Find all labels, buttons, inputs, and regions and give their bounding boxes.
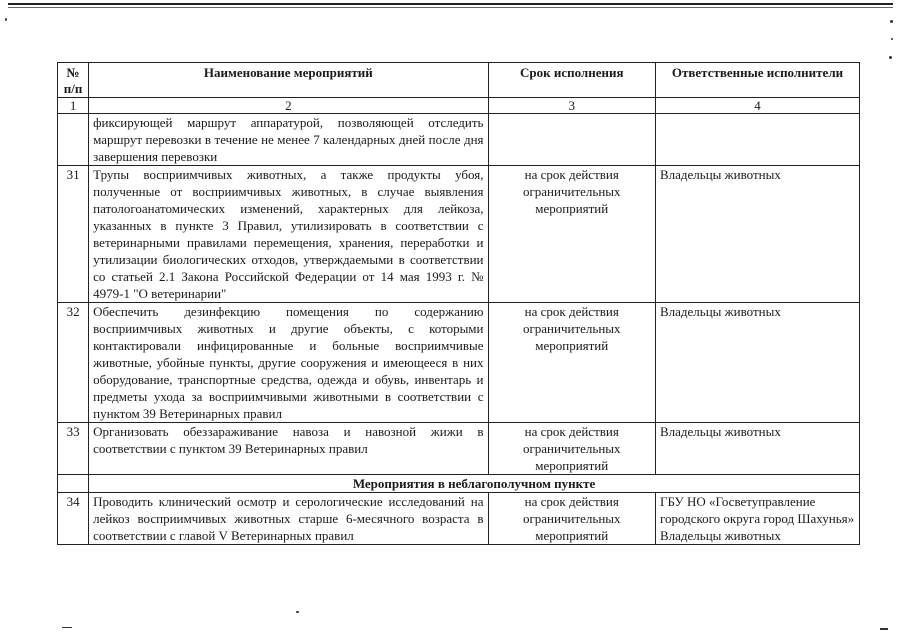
scan-speck — [891, 38, 893, 40]
scan-speck — [890, 20, 893, 23]
row-num: 32 — [58, 303, 89, 423]
section-row — [58, 475, 860, 493]
table-row — [58, 423, 860, 475]
table-row — [58, 303, 860, 423]
table-header-row — [58, 63, 860, 98]
measures-table — [57, 62, 860, 545]
row-responsible — [655, 114, 859, 166]
header-name: Наименование мероприятий — [89, 63, 488, 98]
scan-speck — [5, 18, 7, 21]
scan-speck — [62, 627, 72, 628]
row-name: Трупы восприимчивых животных, а также продукты убоя, полученные от восприимчивых животных, в случае выявления патологоанатомических изменений, характерных для лейкоза, указанных в пункте 3 Правил, утилизировать в соответствии с ветеринарными правилами перемещения, хранения, переработки и утилизации биологических отходов, утверждаемыми в соответствии со статьей 2.1 Закона Российской Федерации от 14 мая 1993 г. № 4979-1 "О ветеринарии" — [89, 166, 488, 303]
header-responsible: Ответственные исполнители — [655, 63, 859, 98]
row-num: 33 — [58, 423, 89, 475]
column-number: 3 — [488, 98, 655, 114]
header-rule-thin — [8, 7, 893, 8]
row-term: на срок действия ограничительных мероприятий — [488, 493, 655, 545]
header-num: № п/п — [58, 63, 89, 98]
row-name: Организовать обеззараживание навоза и навозной жижи в соответствии с пунктом 39 Ветеринарных правил — [89, 423, 488, 475]
scan-speck — [296, 611, 299, 613]
row-name: фиксирующей маршрут аппаратурой, позволяющей отследить маршрут перевозки в течение не менее 7 календарных дней после дня завершения перевозки — [89, 114, 488, 166]
section-title: Мероприятия в неблагополучном пункте — [89, 475, 860, 493]
row-term: на срок действия ограничительных мероприятий — [488, 423, 655, 475]
column-number: 1 — [58, 98, 89, 114]
row-num — [58, 114, 89, 166]
row-responsible: Владельцы животных — [655, 303, 859, 423]
scan-speck — [889, 56, 892, 59]
row-term: на срок действия ограничительных мероприятий — [488, 166, 655, 303]
column-number: 2 — [89, 98, 488, 114]
table-row — [58, 114, 860, 166]
row-name: Проводить клинический осмотр и серологические исследований на лейкоз восприимчивых животных старше 6-месячного возраста в соответствии с главой V Ветеринарных правил — [89, 493, 488, 545]
row-responsible: Владельцы животных — [655, 166, 859, 303]
row-term — [488, 114, 655, 166]
header-term: Срок исполнения — [488, 63, 655, 98]
section-num — [58, 475, 89, 493]
row-num: 31 — [58, 166, 89, 303]
table-row — [58, 166, 860, 303]
column-number: 4 — [655, 98, 859, 114]
row-term: на срок действия ограничительных мероприятий — [488, 303, 655, 423]
header-rule — [8, 3, 893, 5]
row-num: 34 — [58, 493, 89, 545]
row-responsible: ГБУ НО «Госветуправление городского округа город Шахунья» Владельцы животных — [655, 493, 859, 545]
scan-speck — [880, 628, 888, 630]
row-responsible: Владельцы животных — [655, 423, 859, 475]
row-name: Обеспечить дезинфекцию помещения по содержанию восприимчивых животных и другие объекты, с которыми контактировали инфицированные и больные восприимчивые животные, убойные пункты, другие сооружения и имеющееся в них оборудование, транспортные средства, одежда и обувь, инвентарь и предметы ухода за восприимчивыми животными в соответствии с пунктом 39 Ветеринарных правил — [89, 303, 488, 423]
column-numbers-row — [58, 98, 860, 114]
table-row — [58, 493, 860, 545]
